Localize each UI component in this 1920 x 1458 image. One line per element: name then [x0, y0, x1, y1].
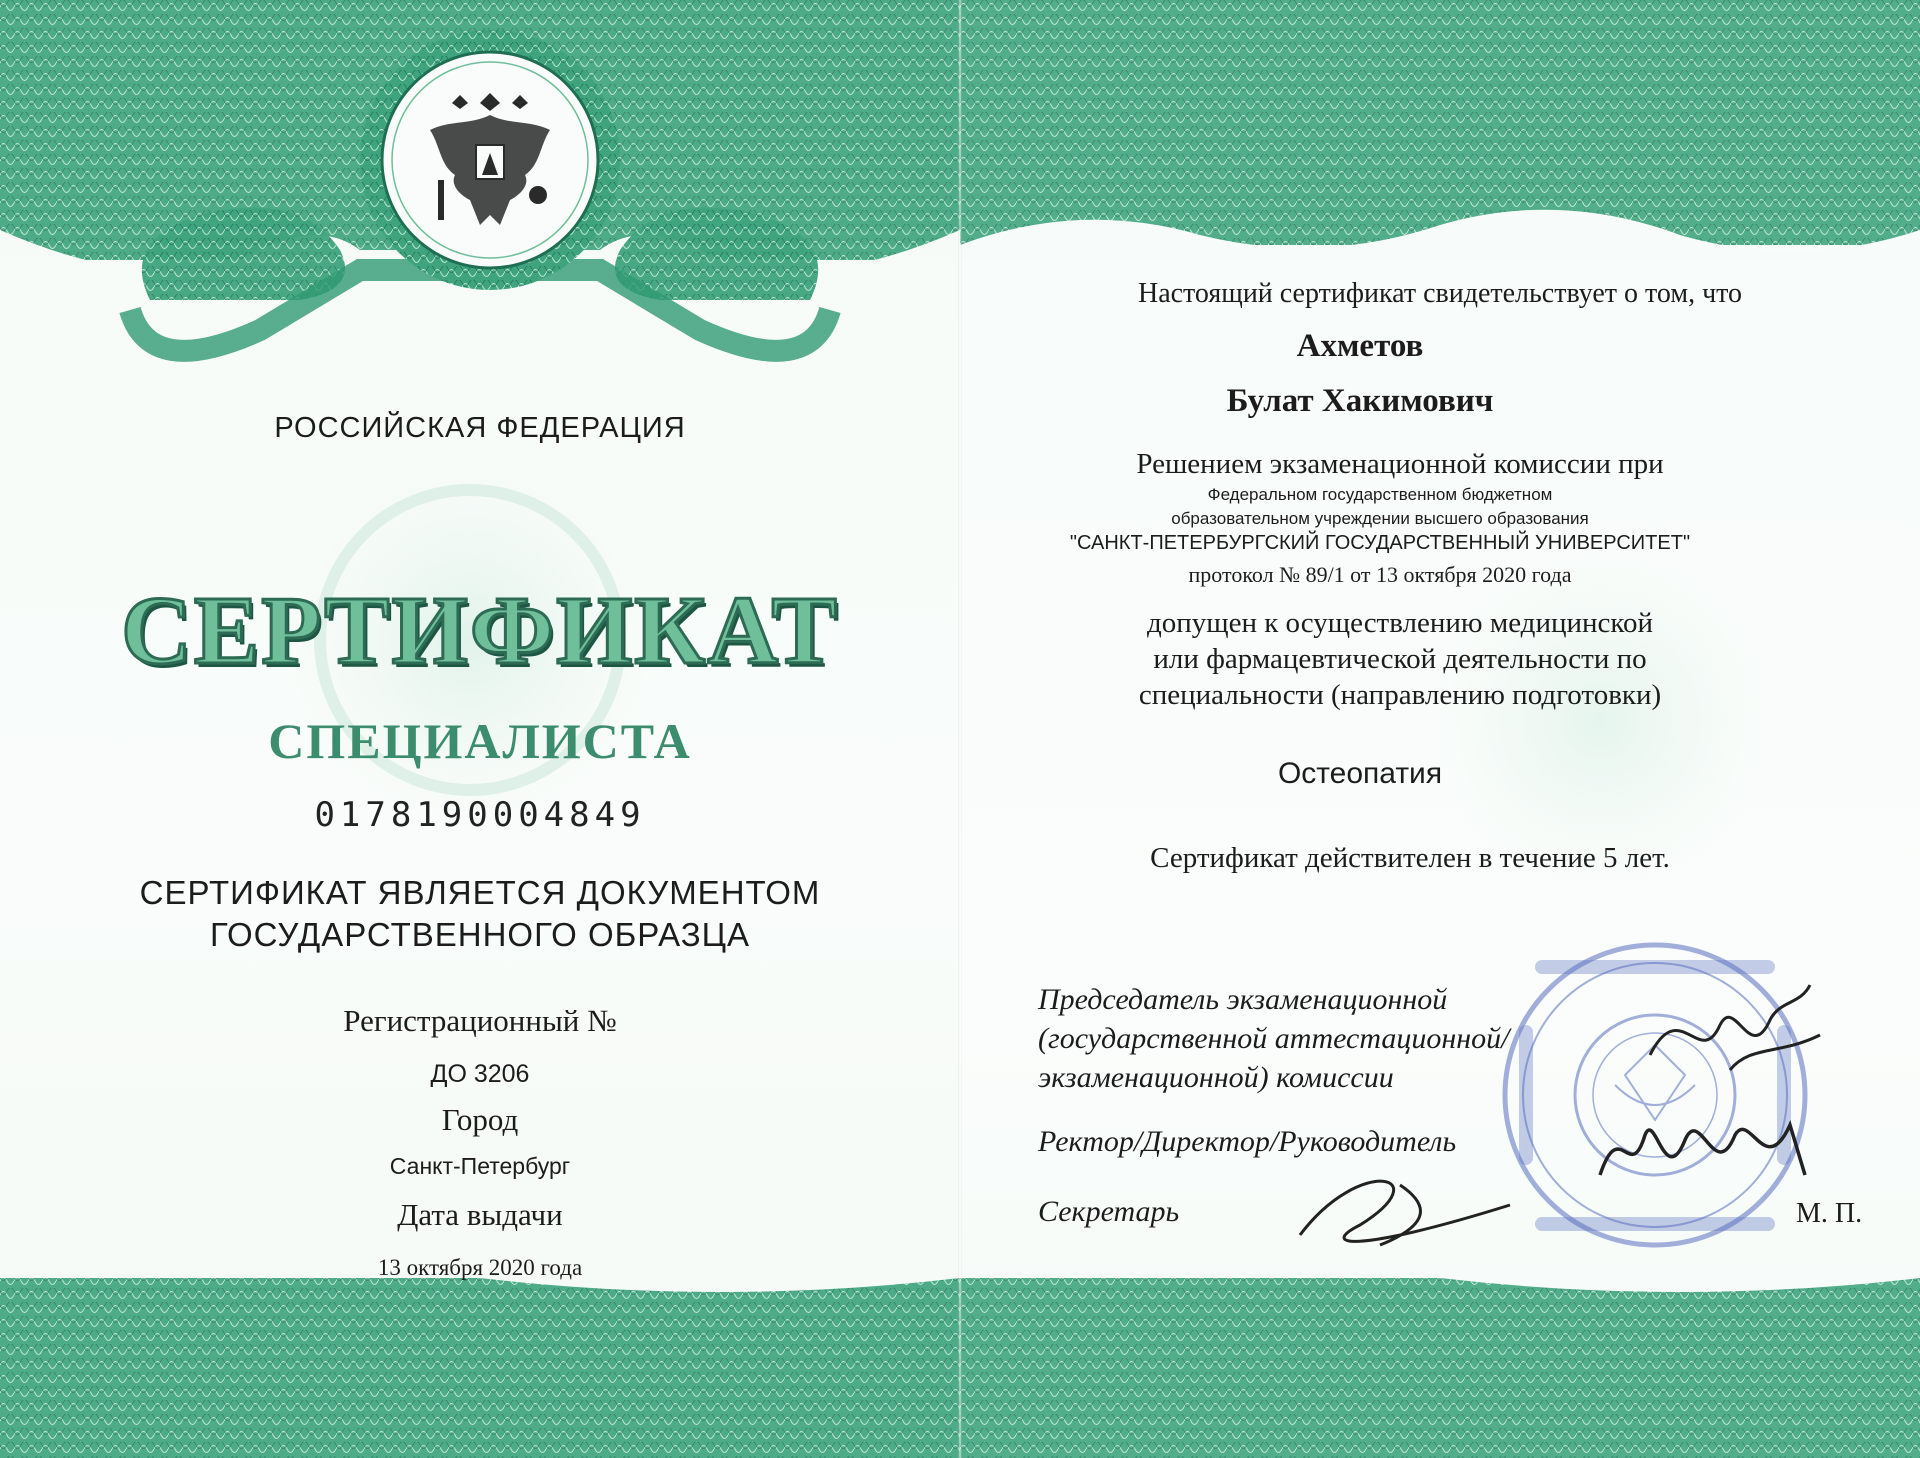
validity-line: Сертификат действителен в течение 5 лет. — [1150, 842, 1670, 874]
holder-surname: Ахметов — [1296, 328, 1424, 364]
specialty-value: Остеопатия — [1277, 757, 1443, 790]
certificate-serial-number: 0178190004849 — [314, 795, 646, 835]
state-document-line-1: СЕРТИФИКАТ ЯВЛЯЕТСЯ ДОКУМЕНТОМ — [139, 874, 821, 911]
organization-line-3: "САНКТ-ПЕТЕРБУРГСКИЙ ГОСУДАРСТВЕННЫЙ УНИВЕРСИТЕТ" — [1069, 532, 1691, 554]
registration-label: Регистрационный № — [343, 1003, 617, 1038]
chair-label-line-1: Председатель экзаменационной — [1038, 983, 1448, 1016]
issue-date-value: 13 октября 2020 года — [377, 1255, 583, 1280]
page-fold — [958, 0, 962, 1458]
seal-place-mark: М. П. — [1796, 1198, 1863, 1229]
protocol-line: протокол № 89/1 от 13 октября 2020 года — [1188, 562, 1572, 587]
rector-label: Ректор/Директор/Руководитель — [1038, 1125, 1457, 1158]
organization-line-1: Федеральном государственном бюджетном — [1207, 485, 1553, 504]
admitted-line-3: специальности (направлению подготовки) — [1138, 679, 1662, 711]
coat-of-arms-icon — [410, 75, 570, 250]
decision-line: Решением экзаменационной комиссии при — [1136, 448, 1664, 480]
chair-signature — [1640, 975, 1830, 1085]
secretary-label: Секретарь — [1038, 1195, 1180, 1228]
city-label: Город — [441, 1102, 519, 1137]
rector-signature — [1590, 1095, 1820, 1205]
state-document-line-2: ГОСУДАРСТВЕННОГО ОБРАЗЦА — [209, 916, 751, 953]
holder-name: Булат Хакимович — [1226, 383, 1494, 419]
chair-label-line-3: экзаменационной) комиссии — [1038, 1061, 1394, 1094]
country-heading: РОССИЙСКАЯ ФЕДЕРАЦИЯ — [274, 412, 686, 444]
issue-date-label: Дата выдачи — [397, 1197, 563, 1232]
admitted-line-1: допущен к осуществлению медицинской — [1146, 607, 1654, 639]
certificate-subtitle: СПЕЦИАЛИСТА — [268, 713, 692, 769]
secretary-signature — [1280, 1145, 1530, 1265]
admitted-line-2: или фармацевтической деятельности по — [1153, 643, 1647, 675]
chair-label-line-2: (государственной аттестационной/ — [1038, 1022, 1510, 1055]
certificate-title: СЕРТИФИКАТ — [121, 577, 839, 685]
registration-number: ДО 3206 — [430, 1060, 530, 1088]
intro-line: Настоящий сертификат свидетельствует о том, что — [1137, 278, 1743, 309]
city-value: Санкт-Петербург — [389, 1153, 571, 1179]
organization-line-2: образовательном учреждении высшего образования — [1171, 509, 1589, 528]
